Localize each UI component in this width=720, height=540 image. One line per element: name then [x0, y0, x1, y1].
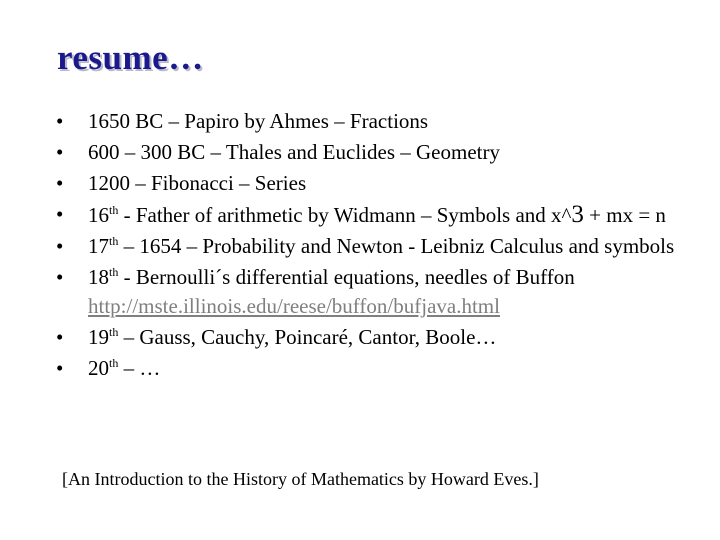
item-text: – …: [118, 356, 161, 380]
list-item: [56, 354, 696, 383]
item-text: - Father of arithmetic by Widmann – Symbols and x^: [118, 203, 572, 227]
bullet-icon: •: [56, 202, 64, 226]
list-item: [56, 200, 696, 230]
buffon-link[interactable]: http://mste.illinois.edu/reese/buffon/bufjava.html: [88, 294, 500, 318]
list-item: [56, 323, 696, 352]
bullet-icon: •: [56, 171, 64, 195]
item-text-continued: + mx = n: [583, 203, 666, 227]
bullet-icon: •: [56, 356, 64, 380]
list-item: [56, 169, 696, 198]
item-century: 18: [88, 265, 109, 289]
list-item: [56, 107, 696, 136]
item-century: 17: [88, 234, 109, 258]
list-item: [56, 232, 696, 261]
item-ordinal: th: [109, 356, 119, 370]
item-text: 1200 – Fibonacci – Series: [88, 171, 307, 195]
bullet-icon: •: [56, 140, 64, 164]
bullet-icon: •: [56, 325, 64, 349]
item-text: - Bernoulli´s differential equations, needles of Buffon: [118, 265, 575, 289]
slide-title: resume…: [57, 38, 204, 77]
bullet-icon: •: [56, 234, 64, 258]
bullet-icon: •: [56, 265, 64, 289]
item-ordinal: th: [109, 325, 119, 339]
bullet-icon: •: [56, 109, 64, 133]
list-item: [56, 138, 696, 167]
item-ordinal: th: [109, 265, 119, 279]
item-text: 600 – 300 BC – Thales and Euclides – Geometry: [88, 140, 500, 164]
timeline-list: [56, 107, 696, 385]
item-text: – Gauss, Cauchy, Poincaré, Cantor, Boole…: [118, 325, 497, 349]
item-ordinal: th: [109, 234, 119, 248]
reference-citation: [An Introduction to the History of Mathematics by Howard Eves.]: [62, 469, 539, 489]
item-century: 16: [88, 203, 109, 227]
item-ordinal: th: [109, 203, 119, 217]
item-century: 19: [88, 325, 109, 349]
item-exponent: 3: [571, 201, 584, 228]
item-text: 1650 BC – Papiro by Ahmes – Fractions: [88, 109, 429, 133]
item-text: – 1654 – Probability and Newton - Leibniz Calculus and symbols: [118, 234, 675, 258]
list-item: [56, 263, 696, 321]
item-century: 20: [88, 356, 109, 380]
